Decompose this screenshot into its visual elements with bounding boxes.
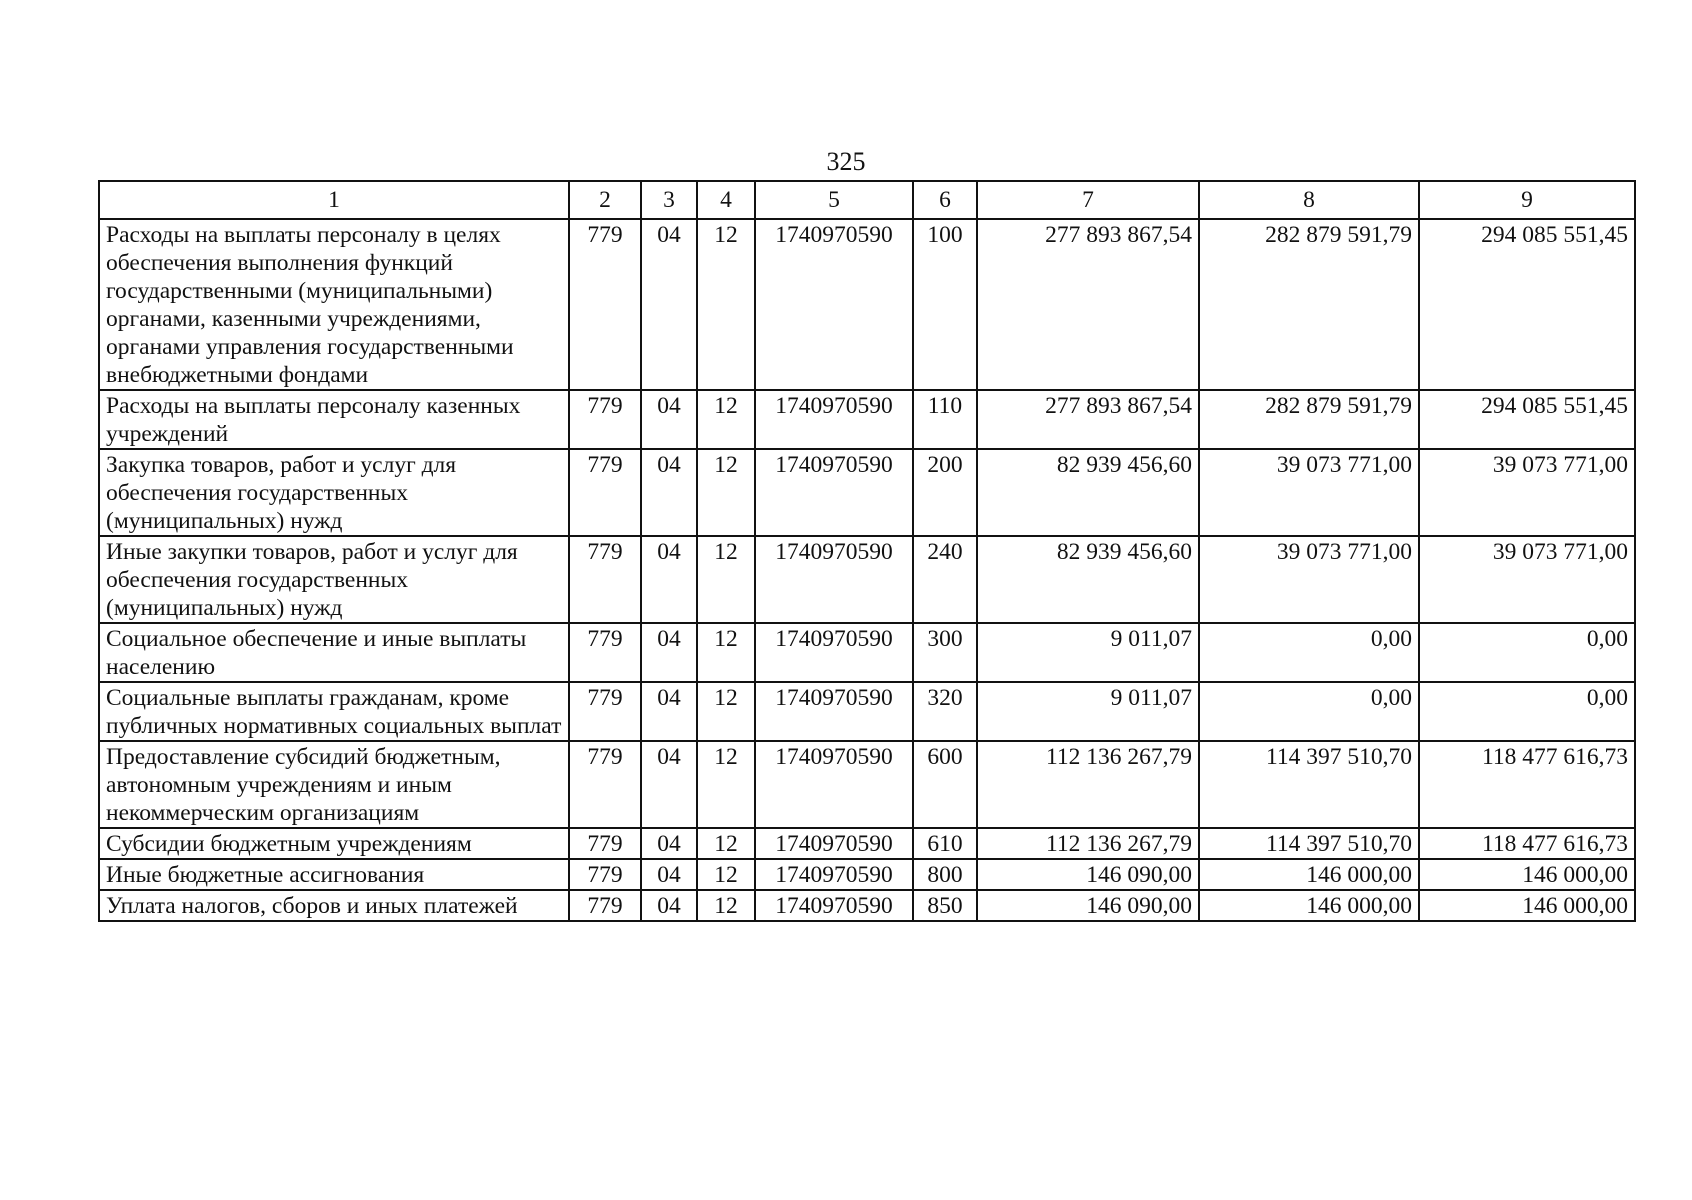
amount-col7: 277 893 867,54 (977, 219, 1199, 390)
target-article-code: 1740970590 (755, 390, 913, 449)
target-article-code: 1740970590 (755, 828, 913, 859)
amount-col8: 114 397 510,70 (1199, 741, 1419, 828)
header-row (99, 181, 1635, 219)
section-code: 04 (641, 859, 697, 890)
amount-col7: 146 090,00 (977, 859, 1199, 890)
section-code: 04 (641, 828, 697, 859)
row-name: Иные закупки товаров, работ и услуг для обеспечения государственных (муниципальных) нужд (99, 536, 569, 623)
row-name: Предоставление субсидий бюджетным, автономным учреждениям и иным некоммерческим организациям (99, 741, 569, 828)
amount-col7: 277 893 867,54 (977, 390, 1199, 449)
section-code: 04 (641, 219, 697, 390)
amount-col9: 39 073 771,00 (1419, 536, 1635, 623)
section-code: 04 (641, 682, 697, 741)
row-name: Иные бюджетные ассигнования (99, 859, 569, 890)
expense-type-code: 300 (913, 623, 977, 682)
row-name: Субсидии бюджетным учреждениям (99, 828, 569, 859)
expense-type-code: 110 (913, 390, 977, 449)
amount-col7: 82 939 456,60 (977, 536, 1199, 623)
table-row (99, 828, 1635, 859)
target-article-code: 1740970590 (755, 449, 913, 536)
amount-col8: 114 397 510,70 (1199, 828, 1419, 859)
subsection-code: 12 (697, 219, 755, 390)
amount-col7: 146 090,00 (977, 890, 1199, 921)
table-row (99, 219, 1635, 390)
column-header: 2 (569, 181, 641, 219)
table-row (99, 741, 1635, 828)
amount-col8: 0,00 (1199, 682, 1419, 741)
grbs-code: 779 (569, 390, 641, 449)
table-row (99, 536, 1635, 623)
target-article-code: 1740970590 (755, 890, 913, 921)
column-header: 8 (1199, 181, 1419, 219)
table-row (99, 682, 1635, 741)
column-header: 6 (913, 181, 977, 219)
subsection-code: 12 (697, 390, 755, 449)
column-header: 1 (99, 181, 569, 219)
subsection-code: 12 (697, 449, 755, 536)
column-header: 5 (755, 181, 913, 219)
target-article-code: 1740970590 (755, 219, 913, 390)
amount-col8: 282 879 591,79 (1199, 390, 1419, 449)
row-name: Социальное обеспечение и иные выплаты населению (99, 623, 569, 682)
grbs-code: 779 (569, 682, 641, 741)
amount-col8: 146 000,00 (1199, 859, 1419, 890)
expense-type-code: 200 (913, 449, 977, 536)
amount-col9: 0,00 (1419, 623, 1635, 682)
column-header: 9 (1419, 181, 1635, 219)
expense-type-code: 610 (913, 828, 977, 859)
amount-col7: 82 939 456,60 (977, 449, 1199, 536)
table-row (99, 890, 1635, 921)
subsection-code: 12 (697, 741, 755, 828)
subsection-code: 12 (697, 682, 755, 741)
target-article-code: 1740970590 (755, 536, 913, 623)
amount-col9: 146 000,00 (1419, 859, 1635, 890)
amount-col9: 0,00 (1419, 682, 1635, 741)
amount-col8: 146 000,00 (1199, 890, 1419, 921)
amount-col9: 294 085 551,45 (1419, 219, 1635, 390)
expense-type-code: 600 (913, 741, 977, 828)
expense-type-code: 240 (913, 536, 977, 623)
expense-type-code: 850 (913, 890, 977, 921)
grbs-code: 779 (569, 741, 641, 828)
table-row (99, 859, 1635, 890)
grbs-code: 779 (569, 890, 641, 921)
expense-type-code: 800 (913, 859, 977, 890)
grbs-code: 779 (569, 859, 641, 890)
column-header: 4 (697, 181, 755, 219)
column-header: 7 (977, 181, 1199, 219)
amount-col7: 112 136 267,79 (977, 828, 1199, 859)
subsection-code: 12 (697, 623, 755, 682)
grbs-code: 779 (569, 828, 641, 859)
grbs-code: 779 (569, 536, 641, 623)
section-code: 04 (641, 741, 697, 828)
table-row (99, 449, 1635, 536)
amount-col9: 118 477 616,73 (1419, 741, 1635, 828)
table-row (99, 623, 1635, 682)
expense-type-code: 100 (913, 219, 977, 390)
subsection-code: 12 (697, 859, 755, 890)
section-code: 04 (641, 390, 697, 449)
row-name: Расходы на выплаты персоналу казенных учреждений (99, 390, 569, 449)
amount-col7: 9 011,07 (977, 623, 1199, 682)
budget-table (98, 180, 1636, 922)
table-row (99, 390, 1635, 449)
row-name: Социальные выплаты гражданам, кроме публичных нормативных социальных выплат (99, 682, 569, 741)
grbs-code: 779 (569, 449, 641, 536)
amount-col7: 9 011,07 (977, 682, 1199, 741)
amount-col8: 0,00 (1199, 623, 1419, 682)
section-code: 04 (641, 890, 697, 921)
amount-col9: 118 477 616,73 (1419, 828, 1635, 859)
subsection-code: 12 (697, 536, 755, 623)
target-article-code: 1740970590 (755, 623, 913, 682)
section-code: 04 (641, 536, 697, 623)
column-header: 3 (641, 181, 697, 219)
grbs-code: 779 (569, 219, 641, 390)
grbs-code: 779 (569, 623, 641, 682)
section-code: 04 (641, 449, 697, 536)
target-article-code: 1740970590 (755, 741, 913, 828)
subsection-code: 12 (697, 828, 755, 859)
amount-col9: 146 000,00 (1419, 890, 1635, 921)
amount-col7: 112 136 267,79 (977, 741, 1199, 828)
amount-col8: 39 073 771,00 (1199, 449, 1419, 536)
section-code: 04 (641, 623, 697, 682)
amount-col9: 294 085 551,45 (1419, 390, 1635, 449)
amount-col9: 39 073 771,00 (1419, 449, 1635, 536)
amount-col8: 39 073 771,00 (1199, 536, 1419, 623)
amount-col8: 282 879 591,79 (1199, 219, 1419, 390)
row-name: Уплата налогов, сборов и иных платежей (99, 890, 569, 921)
row-name: Расходы на выплаты персоналу в целях обеспечения выполнения функций государственными (муниципальными) органами, казенными учреждениями, органами управления государственными внебюджетными фондами (99, 219, 569, 390)
subsection-code: 12 (697, 890, 755, 921)
page-number: 325 (826, 147, 866, 176)
expense-type-code: 320 (913, 682, 977, 741)
row-name: Закупка товаров, работ и услуг для обеспечения государственных (муниципальных) нужд (99, 449, 569, 536)
target-article-code: 1740970590 (755, 682, 913, 741)
target-article-code: 1740970590 (755, 859, 913, 890)
